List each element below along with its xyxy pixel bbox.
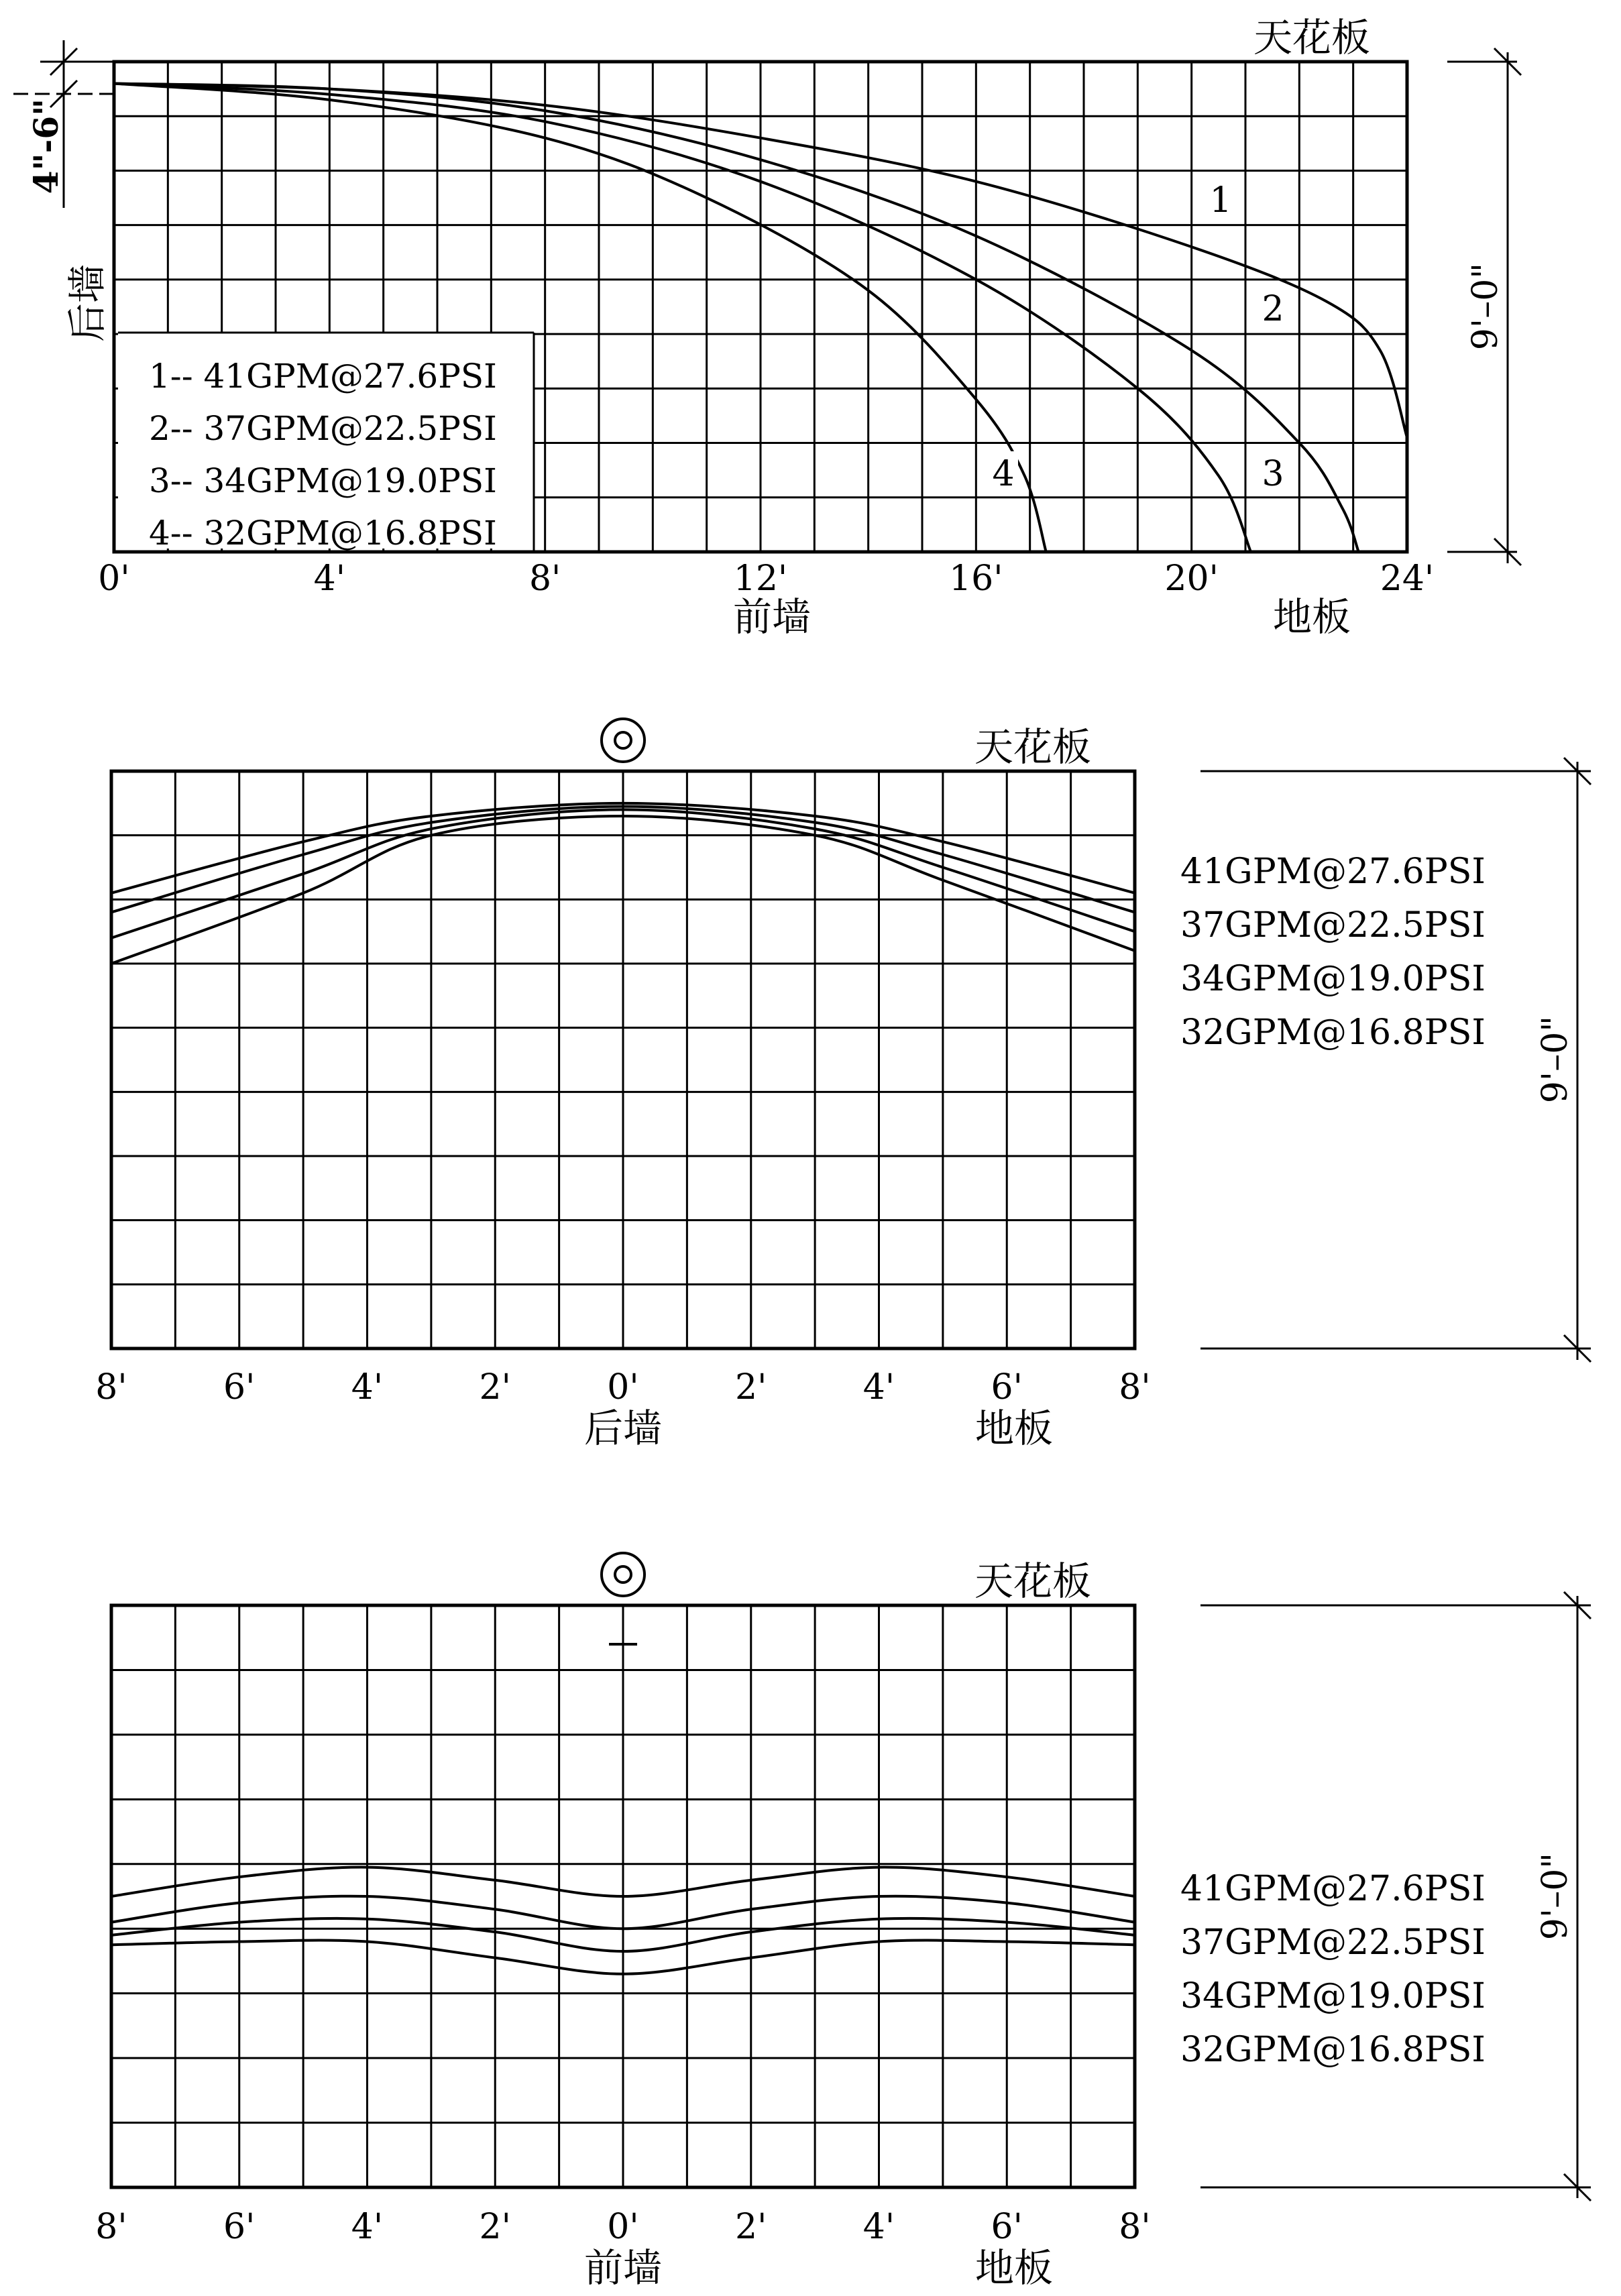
panel2-ceiling-label: 天花板 bbox=[974, 724, 1092, 770]
x-tick-label: 20' bbox=[1164, 559, 1219, 599]
panel-front-wall-view bbox=[95, 1553, 1591, 2291]
panel2-legend-item-2: 37GPM@22.5PSI bbox=[1180, 905, 1486, 945]
panel1-legend-item-3: 3-- 34GPM@19.0PSI bbox=[149, 461, 497, 500]
x-tick-label: 8' bbox=[528, 559, 561, 599]
panel1-x-ticks bbox=[98, 559, 1434, 599]
panel2-legend-item-1: 41GPM@27.6PSI bbox=[1180, 852, 1486, 892]
panel3-legend-item-4: 32GPM@16.8PSI bbox=[1180, 2030, 1486, 2070]
panel3-height-dim-label: 9'–0" bbox=[1535, 1852, 1575, 1941]
x-tick-label: 2' bbox=[735, 2207, 767, 2247]
panel3-nozzle-icon bbox=[602, 1553, 645, 1596]
panel3-legend-item-2: 37GPM@22.5PSI bbox=[1180, 1922, 1486, 1963]
panel1-curve-number-2: 2 bbox=[1262, 289, 1284, 329]
panel3-legend-item-3: 34GPM@19.0PSI bbox=[1180, 1976, 1486, 2016]
x-tick-label: 8' bbox=[95, 2207, 127, 2247]
x-tick-label: 4' bbox=[351, 2207, 384, 2247]
x-tick-label: 0' bbox=[607, 1367, 639, 1408]
panel1-offset-dim-label: 4"-6" bbox=[26, 98, 66, 194]
panel3-axis-label: 前墙 bbox=[583, 2245, 663, 2291]
x-tick-label: 8' bbox=[1119, 1367, 1151, 1408]
panel1-floor-label: 地板 bbox=[1272, 594, 1351, 640]
panel2-height-dimension bbox=[1200, 758, 1591, 1362]
x-tick-label: 2' bbox=[479, 2207, 511, 2247]
x-tick-label: 8' bbox=[1119, 2207, 1151, 2247]
x-tick-label: 0' bbox=[98, 559, 130, 599]
panel2-height-dim-label: 9'–0" bbox=[1535, 1015, 1575, 1104]
panel3-ceiling-label: 天花板 bbox=[974, 1558, 1092, 1604]
panel1-ceiling-label: 天花板 bbox=[1253, 15, 1371, 60]
panel1-curve-number-1: 1 bbox=[1209, 180, 1232, 221]
panel3-legend-item-1: 41GPM@27.6PSI bbox=[1180, 1869, 1486, 1909]
panel-back-wall-view bbox=[95, 719, 1591, 1451]
x-tick-label: 6' bbox=[223, 2207, 256, 2247]
x-tick-label: 8' bbox=[95, 1367, 127, 1408]
x-tick-label: 4' bbox=[862, 1367, 895, 1408]
panel3-x-ticks bbox=[95, 2207, 1150, 2247]
x-tick-label: 2' bbox=[479, 1367, 511, 1408]
panel1-front-wall-label: 前墙 bbox=[732, 594, 812, 640]
panel1-height-dim-label: 9'–0" bbox=[1465, 262, 1506, 351]
x-tick-label: 16' bbox=[949, 559, 1003, 599]
panel1-curve-number-3: 3 bbox=[1262, 454, 1284, 494]
panel2-axis-label: 后墙 bbox=[583, 1405, 663, 1451]
panel1-curve-number-4: 4 bbox=[992, 454, 1015, 494]
x-tick-label: 6' bbox=[991, 2207, 1023, 2247]
x-tick-label: 12' bbox=[733, 559, 788, 599]
panel-side-view bbox=[13, 15, 1521, 640]
x-tick-label: 4' bbox=[351, 1367, 384, 1408]
panel3-floor-label: 地板 bbox=[974, 2245, 1054, 2291]
panel1-legend-item-2: 2-- 37GPM@22.5PSI bbox=[149, 409, 497, 448]
x-tick-label: 24' bbox=[1380, 559, 1435, 599]
panel2-legend-item-4: 32GPM@16.8PSI bbox=[1180, 1013, 1486, 1053]
panel1-legend-item-4: 4-- 32GPM@16.8PSI bbox=[149, 514, 497, 553]
x-tick-label: 4' bbox=[313, 559, 346, 599]
panel2-grid bbox=[111, 771, 1135, 1348]
panel2-legend-item-3: 34GPM@19.0PSI bbox=[1180, 959, 1486, 999]
x-tick-label: 6' bbox=[223, 1367, 256, 1408]
x-tick-label: 6' bbox=[991, 1367, 1023, 1408]
x-tick-label: 2' bbox=[735, 1367, 767, 1408]
panel2-floor-label: 地板 bbox=[974, 1405, 1054, 1451]
x-tick-label: 0' bbox=[607, 2207, 639, 2247]
panel1-legend-item-1: 1-- 41GPM@27.6PSI bbox=[149, 357, 497, 396]
x-tick-label: 4' bbox=[862, 2207, 895, 2247]
panel2-nozzle-icon bbox=[602, 719, 645, 762]
panel2-x-ticks bbox=[95, 1367, 1150, 1408]
panel1-back-wall-label: 后墙 bbox=[64, 264, 110, 343]
